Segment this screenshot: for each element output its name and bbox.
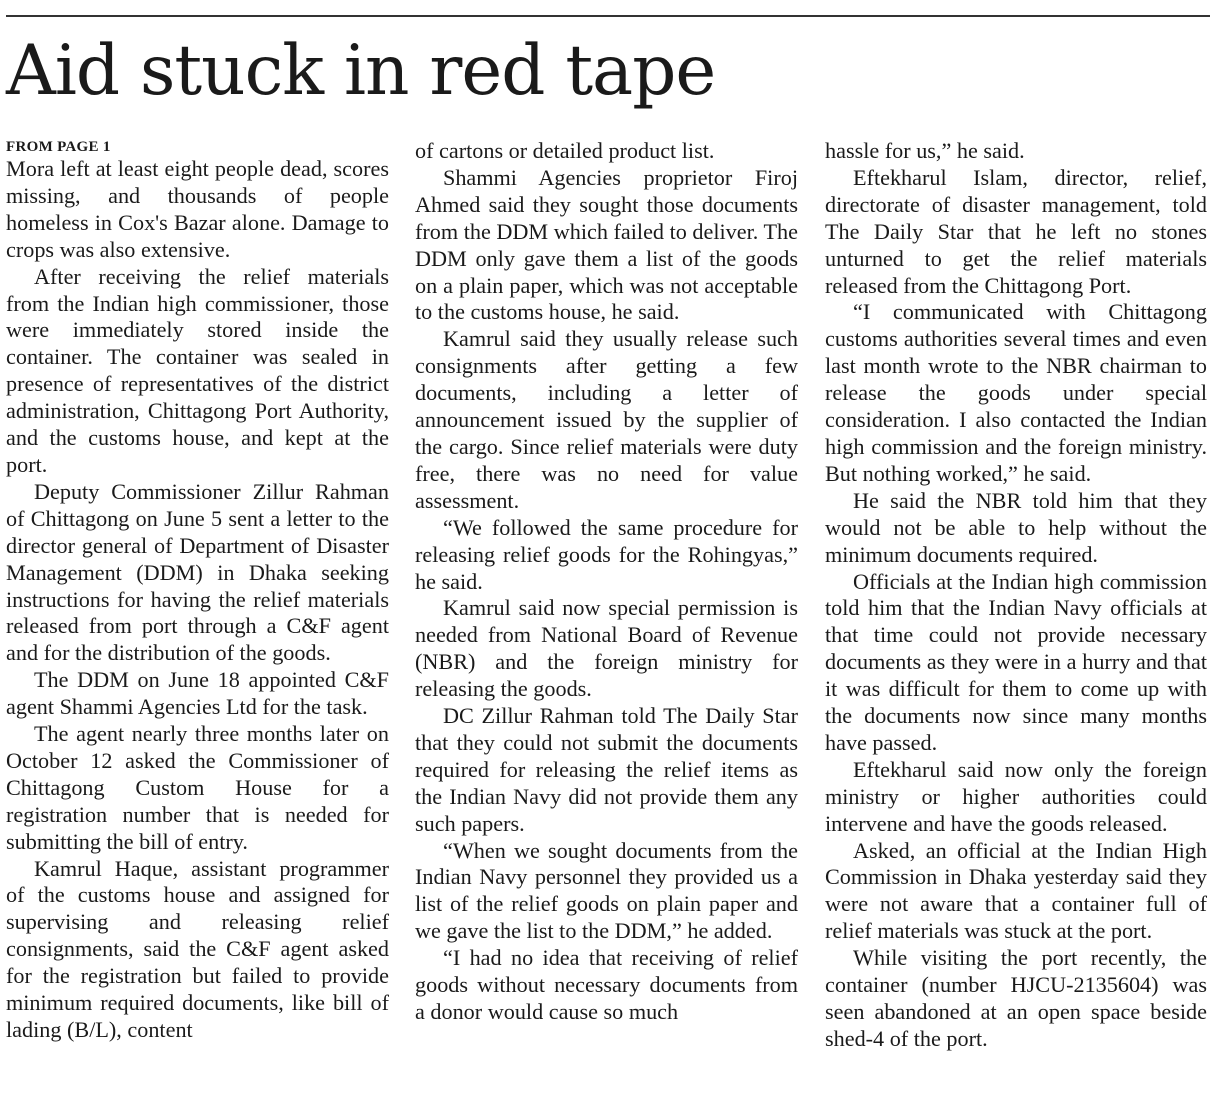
article-column-1 (6, 138, 389, 1044)
paragraph: of cartons or detailed product list. (415, 138, 715, 163)
paragraph: Kamrul Haque, assistant programmer of the customs house and assigned for supervising and releasing relief consignments, said the C&F agent asked for the registration but failed to provide minimum required documents, like bill of lading (B/L), content (6, 855, 389, 1042)
paragraph: Kamrul said they usually release such consignments after getting a few documents, including a letter of announcement issued by the supplier of the cargo. Since relief materials were duty free, there was no need for value assessment. (415, 326, 798, 513)
article-column-3 (825, 138, 1207, 1053)
paragraph: Shammi Agencies proprietor Firoj Ahmed said they sought those documents from the DDM which failed to deliver. The DDM only gave them a list of the goods on a plain paper, which was not acceptable to the customs house, he said. (415, 164, 798, 325)
paragraph: While visiting the port recently, the container (number HJCU-2135604) was seen abandoned at an open space beside shed-4 of the port. (825, 945, 1207, 1051)
paragraph: “We followed the same procedure for releasing relief goods for the Rohingyas,” he said. (415, 514, 798, 594)
paragraph: Asked, an official at the Indian High Commission in Dhaka yesterday said they were not aware that a container full of relief materials was stuck at the port. (825, 837, 1207, 944)
paragraph: After receiving the relief materials from the Indian high commissioner, those were immediately stored inside the container. The container was sealed in presence of representatives of the district administration, Chittagong Port Authority, and the customs house, and kept at the port. (6, 263, 389, 477)
paragraph: Mora left at least eight people dead, scores missing, and thousands of people homeless in Cox's Bazar alone. Damage to crops was also extensive. (6, 156, 389, 262)
paragraph: The agent nearly three months later on October 12 asked the Commissioner of Chittagong Custom House for a registration number that is needed for submitting the bill of entry. (6, 721, 389, 854)
paragraph: Kamrul said now special permission is needed from National Board of Revenue (NBR) and the foreign ministry for releasing the goods. (415, 595, 798, 702)
paragraph: The DDM on June 18 appointed C&F agent Shammi Agencies Ltd for the task. (6, 667, 389, 720)
paragraph: He said the NBR told him that they would not be able to help without the minimum documents required. (825, 487, 1207, 567)
paragraph: hassle for us,” he said. (825, 138, 1025, 163)
top-rule (6, 15, 1210, 17)
paragraph: “I had no idea that receiving of relief goods without necessary documents from a donor would cause so much (415, 945, 798, 1024)
from-page-label: FROM PAGE 1 (6, 139, 111, 155)
paragraph: Officials at the Indian high commission told him that the Indian Navy officials at that time could not provide necessary documents as they were in a hurry and that it was difficult for them to come up with the documents now since many months have passed. (825, 568, 1207, 755)
paragraph: “When we sought documents from the Indian Navy personnel they provided us a list of the relief goods on plain paper and we gave the list to the DDM,” he added. (415, 837, 798, 944)
paragraph: Eftekharul Islam, director, relief, directorate of disaster management, told The Daily Star that he left no stones unturned to get the relief materials released from the Chittagong Port. (825, 164, 1207, 298)
paragraph: DC Zillur Rahman told The Daily Star that they could not submit the documents required for releasing the relief items as the Indian Navy did not provide them any such papers. (415, 703, 798, 836)
headline: Aid stuck in red tape (6, 31, 716, 111)
paragraph: Deputy Commissioner Zillur Rahman of Chittagong on June 5 sent a letter to the director general of Department of Disaster Management (DDM) in Dhaka seeking instructions for having the relief materials released from port through a C&F agent and for the distribution of the goods. (6, 478, 389, 666)
paragraph: “I communicated with Chittagong customs authorities several times and even last month wrote to the NBR chairman to release the goods under special consideration. I also contacted the Indian high commission and the foreign ministry. But nothing worked,” he said. (825, 299, 1207, 486)
paragraph: Eftekharul said now only the foreign ministry or higher authorities could intervene and have the goods released. (825, 756, 1207, 836)
article-column-2 (415, 138, 798, 1026)
